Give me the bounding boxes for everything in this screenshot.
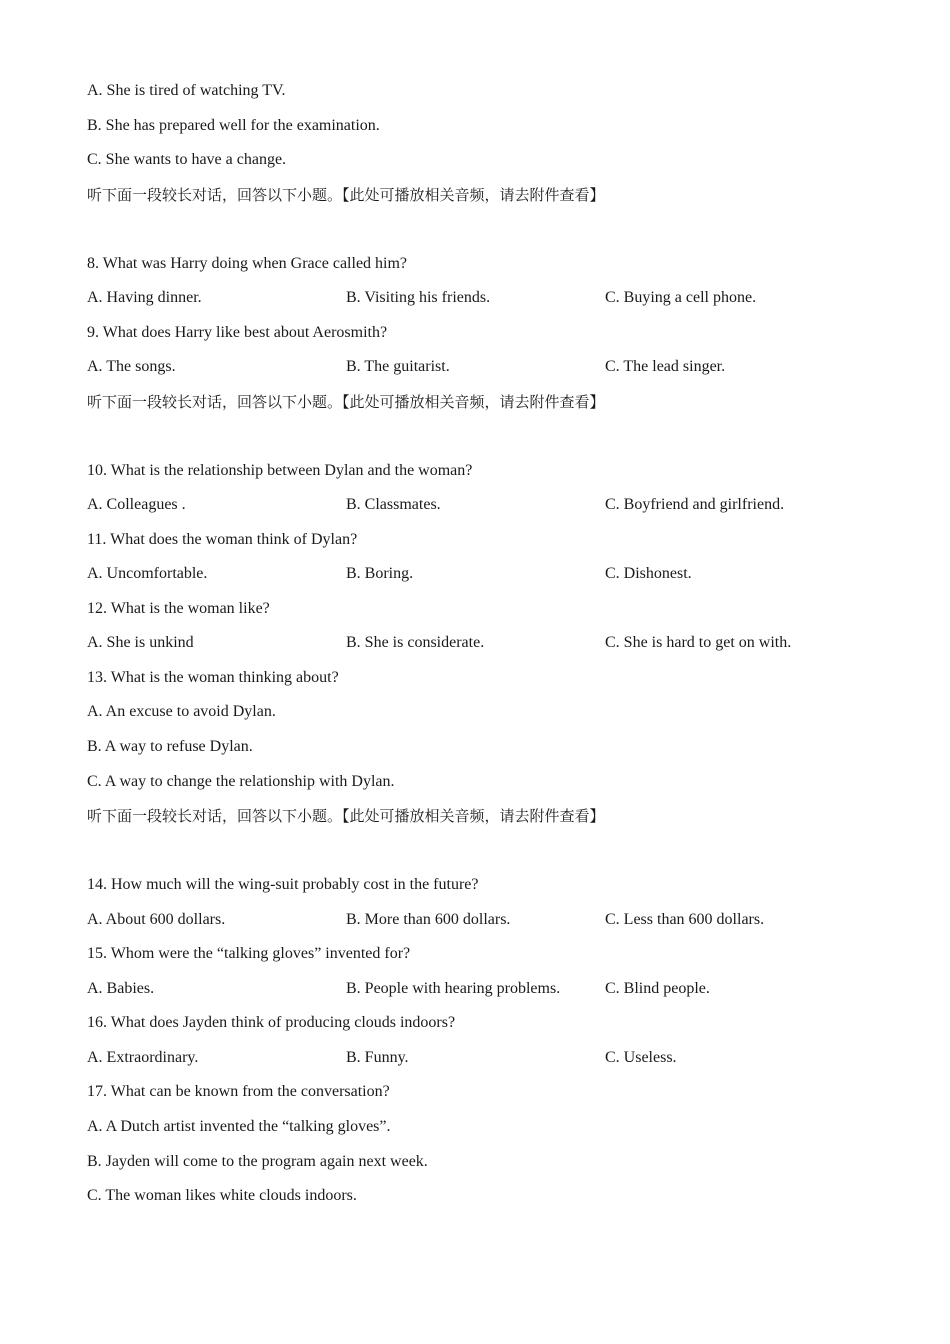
- question-11: 11. What does the woman think of Dylan?: [87, 531, 358, 548]
- listening-instruction: 听下面一段较长对话，回答以下小题。【此处可播放相关音频，请去附件查看】: [87, 393, 605, 411]
- option-a: A. Extraordinary.: [87, 1049, 199, 1066]
- question-12: 12. What is the woman like?: [87, 600, 270, 617]
- option-a: A. Having dinner.: [87, 289, 202, 306]
- option-b: B. Jayden will come to the program again next week.: [87, 1153, 428, 1170]
- option-a: A. The songs.: [87, 358, 176, 375]
- option-c: C. The woman likes white clouds indoors.: [87, 1187, 357, 1204]
- option-c: C. Boyfriend and girlfriend.: [605, 496, 785, 513]
- option-a: A. She is tired of watching TV.: [87, 82, 286, 99]
- option-b: B. A way to refuse Dylan.: [87, 738, 253, 755]
- option-a: A. She is unkind: [87, 634, 194, 651]
- question-10: 10. What is the relationship between Dylan and the woman?: [87, 462, 473, 479]
- option-c: C. Useless.: [605, 1049, 677, 1066]
- question-12-options: [87, 633, 887, 653]
- option-c: C. She wants to have a change.: [87, 151, 287, 168]
- option-b: B. She is considerate.: [346, 634, 485, 651]
- option-b: B. The guitarist.: [346, 358, 450, 375]
- question-8: 8. What was Harry doing when Grace called him?: [87, 255, 408, 272]
- option-b: B. Boring.: [346, 565, 414, 582]
- question-9: 9. What does Harry like best about Aerosmith?: [87, 324, 388, 341]
- option-c: C. A way to change the relationship with Dylan.: [87, 773, 395, 790]
- question-8-options: [87, 288, 887, 308]
- option-c: C. Less than 600 dollars.: [605, 911, 765, 928]
- option-b: B. Classmates.: [346, 496, 441, 513]
- question-16: 16. What does Jayden think of producing clouds indoors?: [87, 1014, 456, 1031]
- listening-instruction: 听下面一段较长对话，回答以下小题。【此处可播放相关音频，请去附件查看】: [87, 186, 605, 204]
- question-10-options: [87, 495, 887, 515]
- option-c: C. The lead singer.: [605, 358, 726, 375]
- option-b: B. Visiting his friends.: [346, 289, 491, 306]
- question-16-options: [87, 1048, 887, 1068]
- option-b: B. She has prepared well for the examination.: [87, 117, 380, 134]
- question-17: 17. What can be known from the conversation?: [87, 1083, 390, 1100]
- listening-instruction: 听下面一段较长对话，回答以下小题。【此处可播放相关音频，请去附件查看】: [87, 807, 605, 825]
- option-c: C. Dishonest.: [605, 565, 692, 582]
- option-c: C. She is hard to get on with.: [605, 634, 792, 651]
- option-a: A. Babies.: [87, 980, 155, 997]
- question-11-options: [87, 564, 887, 584]
- option-c: C. Blind people.: [605, 980, 710, 997]
- question-15-options: [87, 979, 887, 999]
- option-b: B. People with hearing problems.: [346, 980, 561, 997]
- option-a: A. An excuse to avoid Dylan.: [87, 703, 276, 720]
- option-a: A. Colleagues .: [87, 496, 186, 513]
- option-b: B. More than 600 dollars.: [346, 911, 511, 928]
- question-13: 13. What is the woman thinking about?: [87, 669, 339, 686]
- option-a: A. Uncomfortable.: [87, 565, 208, 582]
- question-15: 15. Whom were the “talking gloves” invented for?: [87, 945, 411, 962]
- option-a: A. About 600 dollars.: [87, 911, 226, 928]
- option-c: C. Buying a cell phone.: [605, 289, 757, 306]
- question-14-options: [87, 910, 887, 930]
- option-b: B. Funny.: [346, 1049, 409, 1066]
- question-14: 14. How much will the wing-suit probably cost in the future?: [87, 876, 479, 893]
- question-9-options: [87, 357, 887, 377]
- option-a: A. A Dutch artist invented the “talking gloves”.: [87, 1118, 391, 1135]
